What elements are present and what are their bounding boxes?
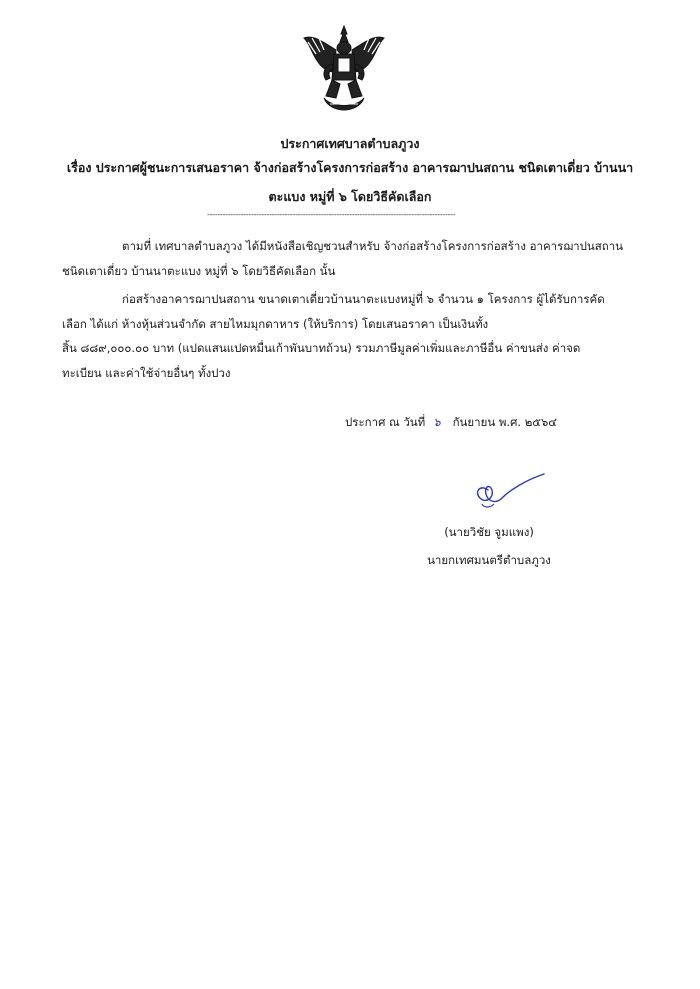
document-org-title: ประกาศเทศบาลตำบลภูวง (280, 136, 420, 151)
document-subject-line2: ตะแบง หมู่ที่ ๖ โดยวิธีคัดเลือก (268, 189, 432, 204)
garuda-emblem-icon (296, 24, 392, 120)
announced-prefix: ประกาศ ณ วันที่ (345, 415, 426, 429)
body-line-5: สิ้น ๘๘๙,๐๐๐.๐๐ บาท (แปดแสนแปดหมื่นเก้าพันบาทถ้วน) รวมภาษีมูลค่าเพิ่มและภาษีอื่น ค่าขนส่ง ค่าจด (62, 341, 581, 355)
body-line-2: ชนิดเตาเดี่ยว บ้านนาตะแบง หมู่ที่ ๖ โดยวิธีคัดเลือก นั้น (62, 264, 336, 278)
body-line-3: ก่อสร้างอาคารฌาปนสถาน ขนาดเตาเดี่ยวบ้านนาตะแบงหมู่ที่ ๖ จำนวน ๑ โครงการ ผู้ได้รับการคัด (122, 292, 605, 306)
announcement-date (345, 414, 557, 432)
signer-name: (นายวิชัย จูมแพง) (444, 525, 534, 539)
announced-day: ๖ (433, 415, 441, 429)
signer-position: นายกเทศมนตรีตำบลภูวง (427, 553, 551, 567)
body-line-1: ตามที่ เทศบาลตำบลภูวง ได้มีหนังสือเชิญชวนสำหรับ จ้างก่อสร้างโครงการก่อสร้าง อาคารฌาปนสถาน (122, 239, 624, 253)
document-subject-line1: เรื่อง ประกาศผู้ชนะการเสนอราคา จ้างก่อสร้างโครงการก่อสร้าง อาคารฌาปนสถาน ชนิดเตาเดี่ยว บ้านนา (66, 160, 634, 175)
body-line-6: ทะเบียน และค่าใช้จ่ายอื่นๆ ทั้งปวง (62, 366, 231, 380)
handwritten-signature (466, 470, 550, 512)
body-line-4: เลือก ได้แก่ ห้างหุ้นส่วนจำกัด สายไหมมุกดาหาร (ให้บริการ) โดยเสนอราคา เป็นเงินทั้ง (62, 317, 489, 331)
announced-month-year: กันยายน พ.ศ. ๒๕๖๔ (452, 415, 557, 429)
divider-line: ------------------------------------------------------------------------------------------------ (207, 210, 456, 219)
